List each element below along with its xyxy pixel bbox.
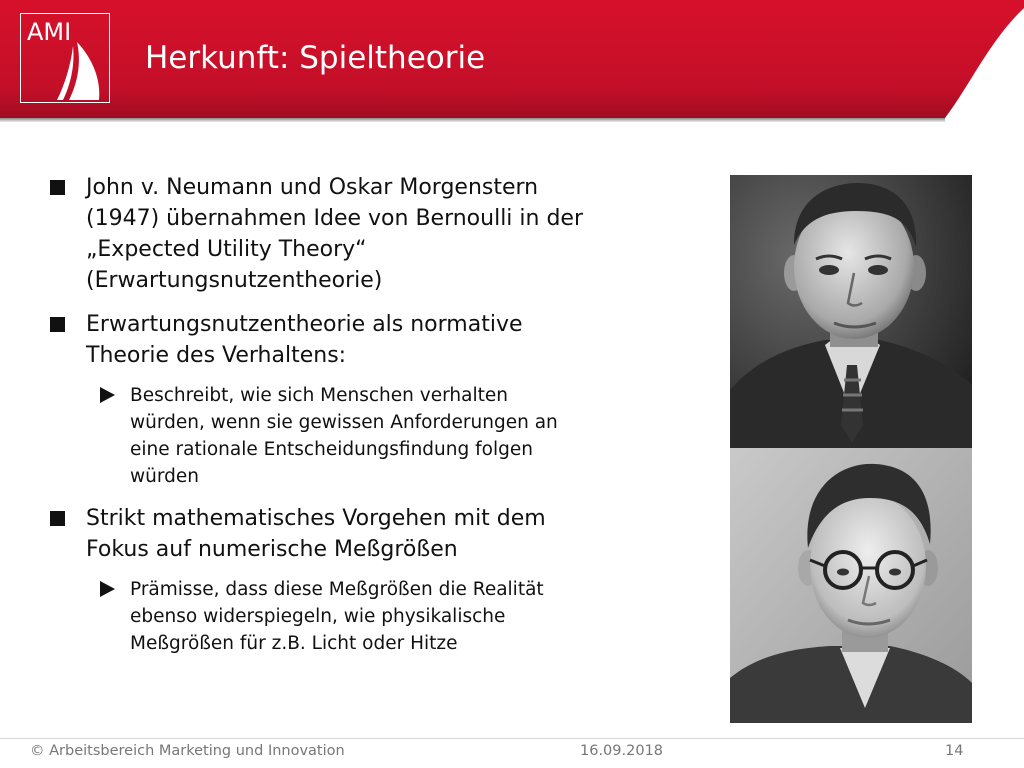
sub-bullet-text-line: Prämisse, dass diese Meßgrößen die Realität (130, 579, 544, 600)
sub-bullet-text-line: Beschreibt, wie sich Menschen verhalten (130, 385, 508, 406)
sub-bullet-item (48, 382, 698, 490)
page-title: Herkunft: Spieltheorie (145, 40, 486, 76)
sub-bullet-item (48, 576, 698, 657)
footer-copyright: © Arbeitsbereich Marketing und Innovation (30, 743, 345, 759)
bullet-item (48, 172, 698, 296)
sub-bullet-text-line: ebenso widerspiegeln, wie physikalische (130, 606, 506, 627)
bullet-text-line: „Expected Utility Theory“ (86, 237, 367, 262)
header-banner (0, 0, 1024, 125)
ami-logo (20, 13, 110, 103)
bullet-text-line: Strikt mathematisches Vorgehen mit dem (86, 506, 546, 531)
bullet-text-line: Erwartungsnutzentheorie als normative (86, 312, 523, 337)
sub-bullet-text-line: würden (130, 466, 199, 487)
bullet-item (48, 309, 698, 371)
logo-text: AMI (27, 18, 72, 46)
triangle-bullet-icon (100, 387, 115, 403)
bullet-text-line: John v. Neumann und Oskar Morgenstern (86, 175, 539, 200)
portrait-photo-neumann (730, 175, 972, 448)
sub-bullet-text-line: eine rationale Entscheidungsfindung folgen (130, 439, 533, 460)
sub-bullet-text-line: Meßgrößen für z.B. Licht oder Hitze (130, 633, 458, 654)
bullet-text-line: Theorie des Verhaltens: (86, 343, 347, 368)
sail-icon (21, 14, 111, 104)
bullet-text-line: Fokus auf numerische Meßgrößen (86, 537, 458, 562)
bullet-item (48, 503, 698, 565)
bullet-list (48, 172, 698, 670)
portrait-photo-morgenstern (730, 448, 972, 723)
triangle-bullet-icon (100, 581, 115, 597)
square-bullet-icon (50, 511, 65, 526)
square-bullet-icon (50, 317, 65, 332)
sub-bullet-text-line: würden, wenn sie gewissen Anforderungen an (130, 412, 558, 433)
square-bullet-icon (50, 180, 65, 195)
footer-date: 16.09.2018 (580, 743, 664, 759)
bullet-text-line: (1947) übernahmen Idee von Bernoulli in der (86, 206, 584, 231)
bullet-text-line: (Erwartungsnutzentheorie) (86, 268, 383, 293)
footer-divider (0, 738, 1024, 739)
page-number: 14 (945, 743, 964, 759)
